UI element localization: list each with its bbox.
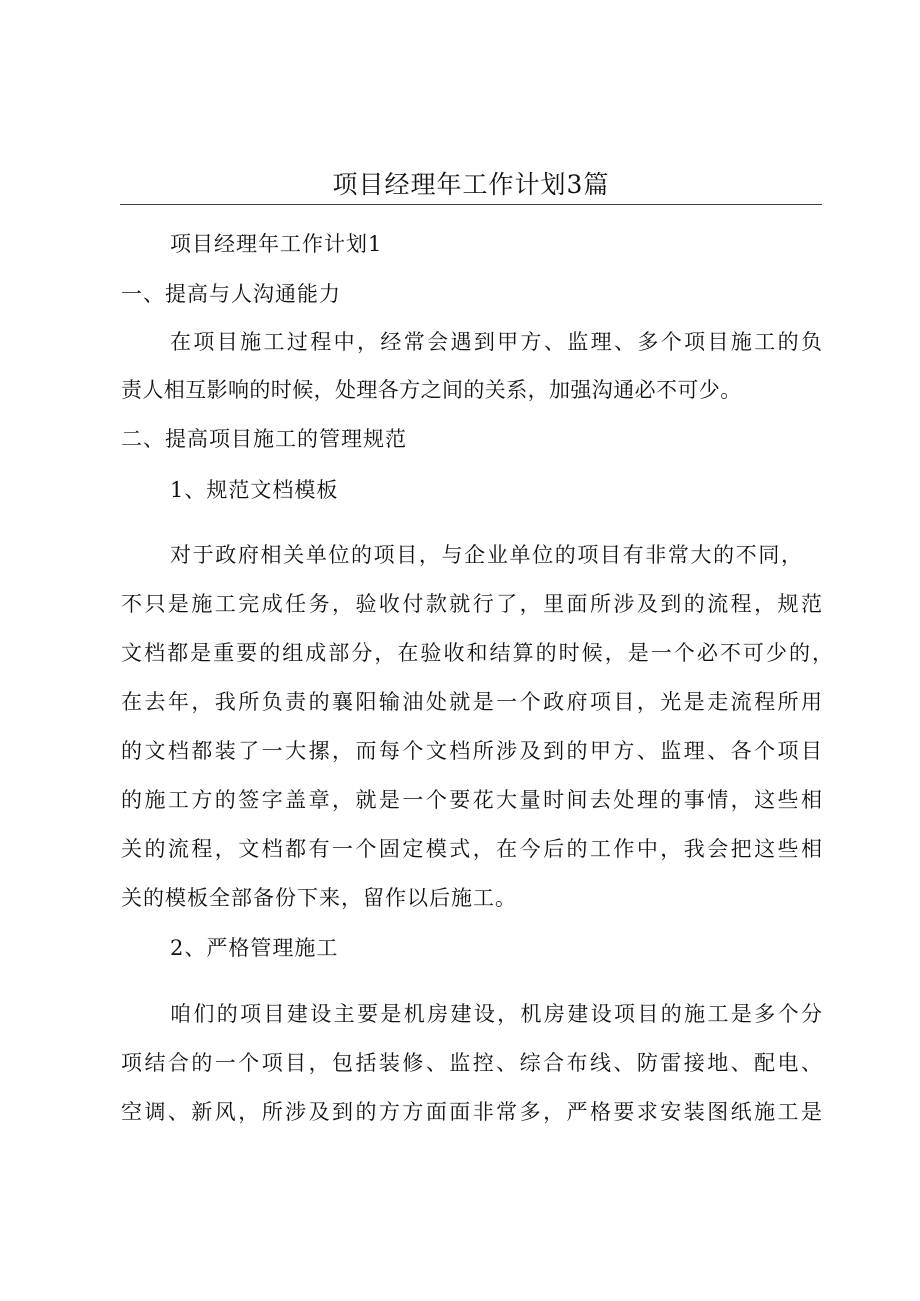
paragraph-line: 的施工方的签字盖章，就是一个要花大量时间去处理的事情，这些相 (121, 788, 822, 812)
paragraph-line: 在项目施工过程中，经常会遇到甲方、监理、多个项目施工的负 (170, 330, 822, 354)
section-heading-1: 一、提高与人沟通能力 (121, 282, 341, 306)
paragraph-line: 关的模板全部备份下来，留作以后施工。 (121, 886, 517, 910)
section-heading-2: 二、提高项目施工的管理规范 (121, 427, 407, 451)
paragraph-line: 责人相互影响的时候，处理各方之间的关系，加强沟通必不可少。 (121, 378, 742, 402)
paragraph-line: 的文档都装了一大摞，而每个文档所涉及到的甲方、监理、各个项目 (121, 739, 822, 763)
paragraph-line: 空调、新风，所涉及到的方方面面非常多，严格要求安装图纸施工是 (121, 1100, 822, 1124)
paragraph-line: 关的流程，文档都有一个固定模式，在今后的工作中，我会把这些相 (121, 837, 822, 861)
subsection-heading-1: 1、规范文档模板 (170, 478, 339, 502)
paragraph-line: 在去年，我所负责的襄阳输油处就是一个政府项目，光是走流程所用 (121, 690, 822, 714)
paragraph-line: 不只是施工完成任务，验收付款就行了，里面所涉及到的流程，规范 (121, 592, 822, 616)
plan-heading: 项目经理年工作计划1 (170, 232, 383, 256)
paragraph-line: 对于政府相关单位的项目，与企业单位的项目有非常大的不同， (170, 543, 802, 567)
paragraph-line: 咱们的项目建设主要是机房建设，机房建设项目的施工是多个分 (170, 1002, 822, 1026)
paragraph-line: 文档都是重要的组成部分，在验收和结算的时候，是一个必不可少的， (121, 641, 833, 665)
document-title: 项目经理年工作计划3篇 (332, 170, 610, 199)
title-underline (120, 204, 822, 205)
subsection-heading-2: 2、严格管理施工 (170, 936, 339, 960)
paragraph-line: 项结合的一个项目，包括装修、监控、综合布线、防雷接地、配电、 (121, 1051, 822, 1075)
